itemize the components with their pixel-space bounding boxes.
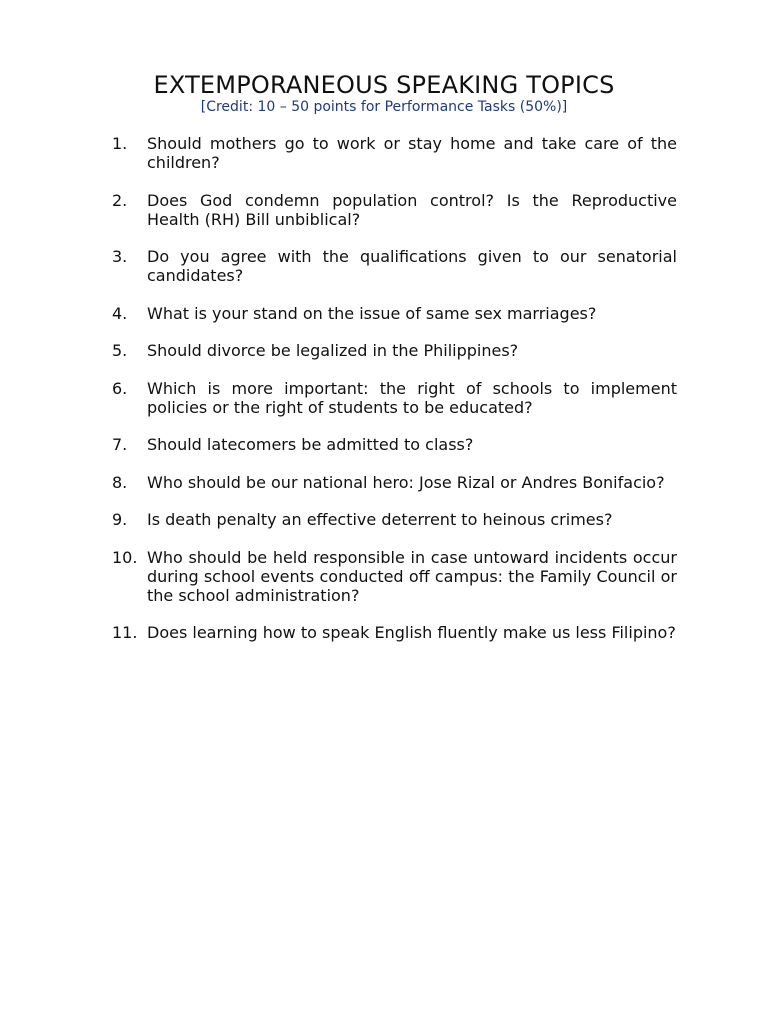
topic-number: 7. [112,435,128,454]
topic-item [112,247,677,285]
topic-text: Should divorce be legalized in the Philippines? [147,341,519,360]
credit-subtitle: [Credit: 10 – 50 points for Performance Tasks (50%)] [200,99,568,115]
topic-item [112,435,677,454]
topic-text: Does God condemn population control? Is the Reproductive Health (RH) Bill unbiblical? [147,190,677,229]
topic-item [112,548,677,605]
topic-number: 5. [112,341,128,360]
topic-number: 3. [112,247,128,266]
topic-text: Which is more important: the right of schools to implement policies or the right of students to be educated? [147,378,677,417]
topic-item [112,191,677,229]
topic-text: Should latecomers be admitted to class? [147,435,474,454]
topic-item [112,623,677,642]
topic-text: What is your stand on the issue of same sex marriages? [147,303,597,323]
topic-number: 6. [112,378,128,398]
topic-text: Should mothers go to work or stay home and take care of the children? [147,134,677,172]
topic-text: Does learning how to speak English fluently make us less Filipino? [147,623,676,642]
topic-text: Is death penalty an effective deterrent to heinous crimes? [147,510,613,529]
topic-text: Do you agree with the qualifications given to our senatorial candidates? [147,247,677,285]
topic-number: 11. [112,623,138,642]
topic-number: 9. [112,510,128,529]
topic-number: 10. [112,547,138,567]
topic-text: Who should be held responsible in case untoward incidents occur during school events conducted off campus: the Family Council or the school administration? [147,547,677,605]
topic-text: Who should be our national hero: Jose Rizal or Andres Bonifacio? [147,472,665,492]
topic-item [112,473,677,492]
topic-item [112,379,677,417]
topic-item [112,134,677,172]
topic-number: 2. [112,190,128,210]
topic-item [112,341,677,360]
document-title: EXTEMPORANEOUS SPEAKING TOPICS [153,71,615,99]
topic-item [112,304,677,323]
topic-number: 1. [112,134,128,153]
topic-number: 4. [112,303,128,323]
topic-number: 8. [112,472,128,492]
topic-item [112,510,677,529]
topics-list [112,134,677,661]
